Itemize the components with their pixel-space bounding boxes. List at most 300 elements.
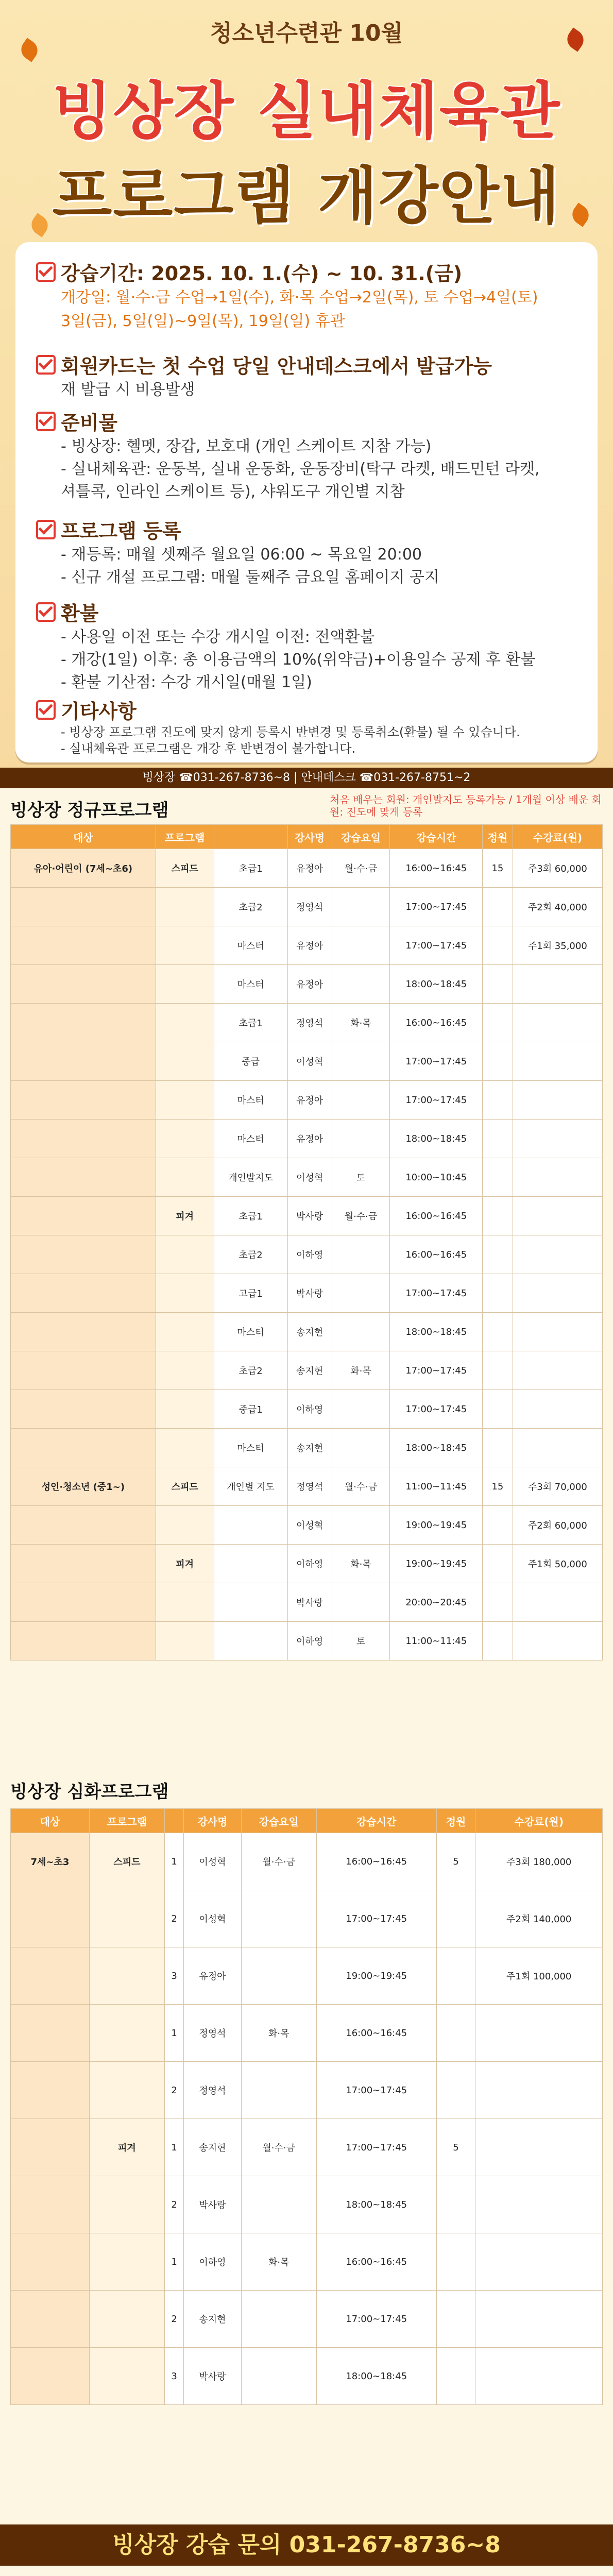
table-cell [11, 1274, 156, 1313]
table-cell [89, 2176, 164, 2233]
table-cell [332, 1274, 390, 1313]
table-cell [11, 1545, 156, 1583]
prep-item: 셔틀콕, 인라인 스케이트 등), 샤워도구 개인별 지참 [61, 483, 405, 501]
table-cell: 마스터 [214, 1313, 287, 1351]
table-cell [11, 2062, 90, 2119]
column-header: 프로그램 [156, 825, 214, 849]
table-row [11, 2176, 603, 2233]
table-cell [513, 1081, 602, 1120]
table-cell [483, 1120, 513, 1158]
table-cell: 17:00~17:45 [316, 2062, 436, 2119]
table-row [11, 1506, 603, 1545]
column-header: 정원 [436, 1809, 475, 1833]
table-cell: 7세~초3 [11, 1833, 90, 1890]
table-cell [483, 1390, 513, 1429]
table-cell [156, 1081, 214, 1120]
table-cell: 마스터 [214, 1120, 287, 1158]
contact-bar: 빙상장 ☎031-267-8736~8 | 안내데스크 ☎031-267-8751~2 [0, 768, 613, 788]
table-cell [332, 965, 390, 1004]
column-header: 강사명 [287, 825, 332, 849]
table-cell: 17:00~17:45 [316, 2119, 436, 2176]
table-cell [483, 888, 513, 926]
table-cell: 1 [165, 2005, 184, 2062]
table-row [11, 2233, 603, 2291]
table-cell [513, 1429, 602, 1467]
table-cell: 이하영 [287, 1235, 332, 1274]
table-cell: 월·수·금 [332, 1467, 390, 1506]
table-cell: 주2회 140,000 [475, 1890, 603, 1947]
table-cell: 18:00~18:45 [390, 1313, 483, 1351]
table-cell: 17:00~17:45 [390, 1390, 483, 1429]
table-cell: 스피드 [156, 849, 214, 888]
table-cell: 17:00~17:45 [316, 1890, 436, 1947]
table-cell: 10:00~10:45 [390, 1158, 483, 1197]
table-cell: 유정아 [287, 926, 332, 965]
table-cell [241, 2291, 316, 2348]
table-cell: 주1회 35,000 [513, 926, 602, 965]
table-cell: 정영석 [287, 1004, 332, 1042]
table-cell [513, 1197, 602, 1235]
table-cell: 유정아 [287, 1081, 332, 1120]
table-row [11, 1004, 603, 1042]
etc-heading: 기타사항 [36, 696, 577, 724]
table-cell: 월·수·금 [241, 1833, 316, 1890]
table-cell [214, 1545, 287, 1583]
table-cell [11, 1351, 156, 1390]
table-cell: 19:00~19:45 [390, 1545, 483, 1583]
table-cell [483, 1042, 513, 1081]
table-cell [483, 1429, 513, 1467]
column-header: 정원 [483, 825, 513, 849]
table-cell: 정영석 [287, 1467, 332, 1506]
refund-item: - 환불 기산점: 수강 개시일(매월 1일) [61, 673, 312, 691]
table-cell [241, 1890, 316, 1947]
table-cell: 마스터 [214, 1081, 287, 1120]
table-cell: 16:00~16:45 [390, 849, 483, 888]
table-cell: 박사랑 [287, 1197, 332, 1235]
regular-program-table [10, 824, 603, 1660]
table-cell: 스피드 [89, 1833, 164, 1890]
table-cell: 송지현 [287, 1313, 332, 1351]
table-cell [241, 2062, 316, 2119]
table-cell: 초급1 [214, 1004, 287, 1042]
table-cell: 월·수·금 [332, 849, 390, 888]
table-cell [483, 1583, 513, 1622]
column-header: 프로그램 [89, 1809, 164, 1833]
prep-item: - 실내체육관: 운동복, 실내 운동화, 운동장비(탁구 라켓, 배드민턴 라켓, [61, 460, 540, 478]
section-title: 빙상장 심화프로그램 [10, 1782, 169, 1802]
refund-item: - 사용일 이전 또는 수강 개시일 이전: 전액환불 [61, 628, 375, 646]
table-cell: 월·수·금 [332, 1197, 390, 1235]
hero-header [0, 0, 613, 781]
table-cell: 16:00~16:45 [390, 1004, 483, 1042]
table-cell [513, 1313, 602, 1351]
table-cell [241, 1947, 316, 2005]
table-row [11, 926, 603, 965]
table-cell [11, 2233, 90, 2291]
table-cell [156, 1351, 214, 1390]
table-cell: 화·목 [332, 1351, 390, 1390]
table-cell [483, 1545, 513, 1583]
table-cell [475, 2005, 603, 2062]
period-detail: 3일(금), 5일(일)~9일(목), 19일(일) 휴관 [61, 312, 345, 330]
table-cell [436, 2062, 475, 2119]
table-cell [156, 926, 214, 965]
table-cell [11, 1506, 156, 1545]
table-cell: 17:00~17:45 [316, 2291, 436, 2348]
table-cell: 3 [165, 2348, 184, 2405]
table-cell [156, 1120, 214, 1158]
table-cell: 이하영 [287, 1622, 332, 1660]
registration-item: - 신규 개설 프로그램: 매월 둘째주 금요일 홈페이지 공지 [61, 568, 439, 586]
table-cell [436, 2005, 475, 2062]
table-cell [11, 2119, 90, 2176]
table-row [11, 1120, 603, 1158]
table-cell: 5 [436, 1833, 475, 1890]
table-cell [332, 926, 390, 965]
table-cell [332, 1120, 390, 1158]
table-row [11, 1545, 603, 1583]
table-row [11, 1042, 603, 1081]
table-cell: 주3회 60,000 [513, 849, 602, 888]
table-cell [483, 1274, 513, 1313]
table-row [11, 1235, 603, 1274]
table-cell [436, 2291, 475, 2348]
table-cell [483, 1197, 513, 1235]
table-row [11, 1890, 603, 1947]
table-cell [156, 888, 214, 926]
table-cell [513, 1622, 602, 1660]
table-cell: 18:00~18:45 [316, 2348, 436, 2405]
table-cell [483, 1235, 513, 1274]
table-cell [436, 2348, 475, 2405]
table-cell: 정영석 [184, 2062, 241, 2119]
column-header [214, 825, 287, 849]
table-cell: 주3회 180,000 [475, 1833, 603, 1890]
table-cell: 피겨 [89, 2119, 164, 2176]
table-cell: 송지현 [184, 2291, 241, 2348]
table-row [11, 965, 603, 1004]
table-cell: 성인·청소년 (중1~) [11, 1467, 156, 1506]
table-cell: 유정아 [184, 1947, 241, 2005]
table-row [11, 888, 603, 926]
table-cell [513, 965, 602, 1004]
registration-item: - 재등록: 매월 셋째주 월요일 06:00 ~ 목요일 20:00 [61, 546, 422, 564]
table-cell [483, 1622, 513, 1660]
table-cell [11, 1081, 156, 1120]
table-row [11, 2005, 603, 2062]
table-row [11, 1833, 603, 1890]
table-cell [483, 1004, 513, 1042]
table-cell [11, 1197, 156, 1235]
table-cell: 16:00~16:45 [316, 1833, 436, 1890]
table-cell: 2 [165, 2062, 184, 2119]
table-cell: 월·수·금 [241, 2119, 316, 2176]
table-cell: 유정아 [287, 1120, 332, 1158]
notice-card [15, 242, 598, 762]
table-cell: 유아·어린이 (7세~초6) [11, 849, 156, 888]
column-header: 강습시간 [390, 825, 483, 849]
table-cell: 이하영 [287, 1545, 332, 1583]
etc-item: - 빙상장 프로그램 진도에 맞지 않게 등록시 반변경 및 등록취소(환불) 될 수 있습니다. [61, 725, 520, 739]
table-cell: 11:00~11:45 [390, 1467, 483, 1506]
table-row [11, 1583, 603, 1622]
refund-item: - 개강(1일) 이후: 총 이용금액의 10%(위약금)+이용일수 공제 후 환불 [61, 651, 536, 669]
table-cell: 이하영 [287, 1390, 332, 1429]
table-cell [332, 1042, 390, 1081]
table-cell [436, 1890, 475, 1947]
table-row [11, 1081, 603, 1120]
check-icon [36, 355, 56, 375]
check-icon [36, 700, 56, 720]
table-cell: 주1회 50,000 [513, 1545, 602, 1583]
table-row [11, 2062, 603, 2119]
table-cell [513, 1042, 602, 1081]
table-cell: 11:00~11:45 [390, 1622, 483, 1660]
table-cell: 정영석 [184, 2005, 241, 2062]
table-cell [11, 1890, 90, 1947]
registration-heading: 프로그램 등록 [36, 515, 577, 544]
table-cell [11, 1042, 156, 1081]
prep-heading: 준비물 [36, 407, 577, 435]
table-row [11, 1622, 603, 1660]
table-cell [11, 926, 156, 965]
table-cell: 19:00~19:45 [390, 1506, 483, 1545]
table-cell [332, 1506, 390, 1545]
column-header: 강사명 [184, 1809, 241, 1833]
table-cell: 3 [165, 1947, 184, 2005]
table-cell [241, 2348, 316, 2405]
table-cell [11, 2291, 90, 2348]
table-cell [332, 1429, 390, 1467]
table-cell [513, 1235, 602, 1274]
table-cell [214, 1622, 287, 1660]
page-title: 빙상장 실내체육관 [52, 76, 561, 147]
table-cell [483, 965, 513, 1004]
check-icon [36, 262, 56, 282]
table-cell [11, 2348, 90, 2405]
column-header: 수강료(원) [475, 1809, 603, 1833]
table-cell [513, 1583, 602, 1622]
table-cell [241, 2176, 316, 2233]
table-cell: 19:00~19:45 [316, 1947, 436, 2005]
table-cell: 20:00~20:45 [390, 1583, 483, 1622]
table-cell: 박사랑 [287, 1583, 332, 1622]
table-cell [332, 1235, 390, 1274]
table-cell: 송지현 [184, 2119, 241, 2176]
table-row [11, 1158, 603, 1197]
table-cell [483, 1158, 513, 1197]
table-cell: 1 [165, 2233, 184, 2291]
table-cell: 초급2 [214, 888, 287, 926]
table-cell: 2 [165, 2291, 184, 2348]
table-cell: 17:00~17:45 [390, 1081, 483, 1120]
table-cell [436, 1947, 475, 2005]
table-cell: 주2회 60,000 [513, 1506, 602, 1545]
table-cell: 토 [332, 1158, 390, 1197]
table-cell [332, 1081, 390, 1120]
table-cell: 5 [436, 2119, 475, 2176]
table-cell [332, 1390, 390, 1429]
table-cell [89, 2348, 164, 2405]
column-header: 강습시간 [316, 1809, 436, 1833]
table-cell [11, 1004, 156, 1042]
table-cell: 박사랑 [287, 1274, 332, 1313]
table-cell: 2 [165, 1890, 184, 1947]
table-cell [332, 888, 390, 926]
table-cell: 17:00~17:45 [390, 1351, 483, 1390]
table-cell [89, 1890, 164, 1947]
table-cell [513, 1351, 602, 1390]
card-heading: 회원카드는 첫 수업 당일 안내데스크에서 발급가능 [36, 350, 577, 379]
table-cell [332, 1313, 390, 1351]
column-header: 강습요일 [241, 1809, 316, 1833]
table-cell [156, 1158, 214, 1197]
table-cell [11, 1235, 156, 1274]
table-cell [11, 965, 156, 1004]
table-cell: 피겨 [156, 1545, 214, 1583]
table-cell: 화·목 [332, 1004, 390, 1042]
table-cell [475, 2291, 603, 2348]
table-cell [483, 926, 513, 965]
table-cell [214, 1583, 287, 1622]
table-cell [483, 1081, 513, 1120]
page-subtitle: 청소년수련관 10월 [210, 20, 403, 46]
table-cell: 17:00~17:45 [390, 926, 483, 965]
page-title-2: 프로그램 개강안내 [52, 161, 561, 232]
table-row [11, 849, 603, 888]
table-cell [475, 2062, 603, 2119]
column-header: 대상 [11, 1809, 90, 1833]
table-cell: 이성혁 [184, 1833, 241, 1890]
table-cell: 초급2 [214, 1235, 287, 1274]
table-cell: 토 [332, 1622, 390, 1660]
table-cell: 1 [165, 2119, 184, 2176]
column-header: 강습요일 [332, 825, 390, 849]
table-cell: 박사랑 [184, 2176, 241, 2233]
table-cell [156, 1042, 214, 1081]
table-cell: 16:00~16:45 [390, 1235, 483, 1274]
table-cell: 17:00~17:45 [390, 888, 483, 926]
table-cell [89, 2005, 164, 2062]
table-cell [513, 1274, 602, 1313]
check-icon [36, 602, 56, 622]
refund-heading: 환불 [36, 598, 577, 626]
table-cell: 마스터 [214, 965, 287, 1004]
table-cell: 피겨 [156, 1197, 214, 1235]
table-cell: 화·목 [241, 2233, 316, 2291]
table-row [11, 2119, 603, 2176]
table-cell [156, 1583, 214, 1622]
table-cell [11, 2176, 90, 2233]
table-cell [483, 1313, 513, 1351]
table-cell [89, 2233, 164, 2291]
table-cell: 초급1 [214, 849, 287, 888]
table-cell [11, 1120, 156, 1158]
table-cell: 초급2 [214, 1351, 287, 1390]
table-cell [475, 2348, 603, 2405]
table-row [11, 1467, 603, 1506]
table-cell [89, 2062, 164, 2119]
table-cell [156, 1390, 214, 1429]
table-row [11, 1390, 603, 1429]
table-cell: 유정아 [287, 965, 332, 1004]
table-cell [11, 1390, 156, 1429]
table-cell [11, 1158, 156, 1197]
table-cell: 고급1 [214, 1274, 287, 1313]
check-icon [36, 520, 56, 539]
table-cell [11, 2005, 90, 2062]
table-cell: 이성혁 [287, 1506, 332, 1545]
card-detail: 재 발급 시 비용발생 [61, 381, 195, 399]
table-row [11, 1351, 603, 1390]
table-cell: 17:00~17:45 [390, 1274, 483, 1313]
table-cell [11, 1583, 156, 1622]
table-cell: 송지현 [287, 1351, 332, 1390]
prep-item: - 빙상장: 헬멧, 장갑, 보호대 (개인 스케이트 지참 가능) [61, 437, 432, 455]
table-cell [156, 1429, 214, 1467]
period-heading: 강습기간: 2025. 10. 1.(수) ~ 10. 31.(금) [36, 258, 577, 286]
table-row [11, 1197, 603, 1235]
table-row [11, 1313, 603, 1351]
etc-item: - 실내체육관 프로그램은 개강 후 반변경이 불가합니다. [61, 741, 356, 756]
table-cell: 마스터 [214, 926, 287, 965]
table-cell [156, 1506, 214, 1545]
table-cell: 2 [165, 2176, 184, 2233]
table-cell [513, 1158, 602, 1197]
table-cell: 이성혁 [287, 1158, 332, 1197]
table-cell [436, 2176, 475, 2233]
table-cell: 18:00~18:45 [316, 2176, 436, 2233]
table-cell: 17:00~17:45 [390, 1042, 483, 1081]
table-cell [156, 1313, 214, 1351]
column-header: 대상 [11, 825, 156, 849]
table-cell: 16:00~16:45 [316, 2005, 436, 2062]
table-cell [11, 1313, 156, 1351]
advanced-program-table [10, 1808, 603, 2405]
table-cell [156, 965, 214, 1004]
table-row [11, 2291, 603, 2348]
gym-banner: 빙상장 강습 문의 031-267-8736~8 [0, 2524, 613, 2566]
table-cell [436, 2233, 475, 2291]
table-cell: 중급 [214, 1042, 287, 1081]
table-cell: 송지현 [287, 1429, 332, 1467]
table-cell [475, 2119, 603, 2176]
table-cell [513, 1120, 602, 1158]
table-row [11, 1274, 603, 1313]
table-cell: 18:00~18:45 [390, 1429, 483, 1467]
table-cell: 16:00~16:45 [316, 2233, 436, 2291]
table-cell: 개인별 지도 [214, 1467, 287, 1506]
section-note: 처음 배우는 회원: 개인발지도 등록가능 / 1개월 이상 배운 회원: 진도에 맞게 등록 [330, 793, 602, 818]
table-cell [214, 1506, 287, 1545]
table-cell [89, 2291, 164, 2348]
table-cell: 중급1 [214, 1390, 287, 1429]
period-detail: 개강일: 월·수·금 수업→1일(수), 화·목 수업→2일(목), 토 수업→4일(토) [61, 289, 538, 307]
table-row [11, 1429, 603, 1467]
table-cell [483, 1506, 513, 1545]
check-icon [36, 412, 56, 431]
table-cell [156, 1622, 214, 1660]
table-cell: 이하영 [184, 2233, 241, 2291]
table-cell: 18:00~18:45 [390, 1120, 483, 1158]
table-cell: 16:00~16:45 [390, 1197, 483, 1235]
table-cell: 이성혁 [287, 1042, 332, 1081]
table-cell: 박사랑 [184, 2348, 241, 2405]
column-header: 수강료(원) [513, 825, 602, 849]
column-header [165, 1809, 184, 1833]
table-cell [89, 1947, 164, 2005]
